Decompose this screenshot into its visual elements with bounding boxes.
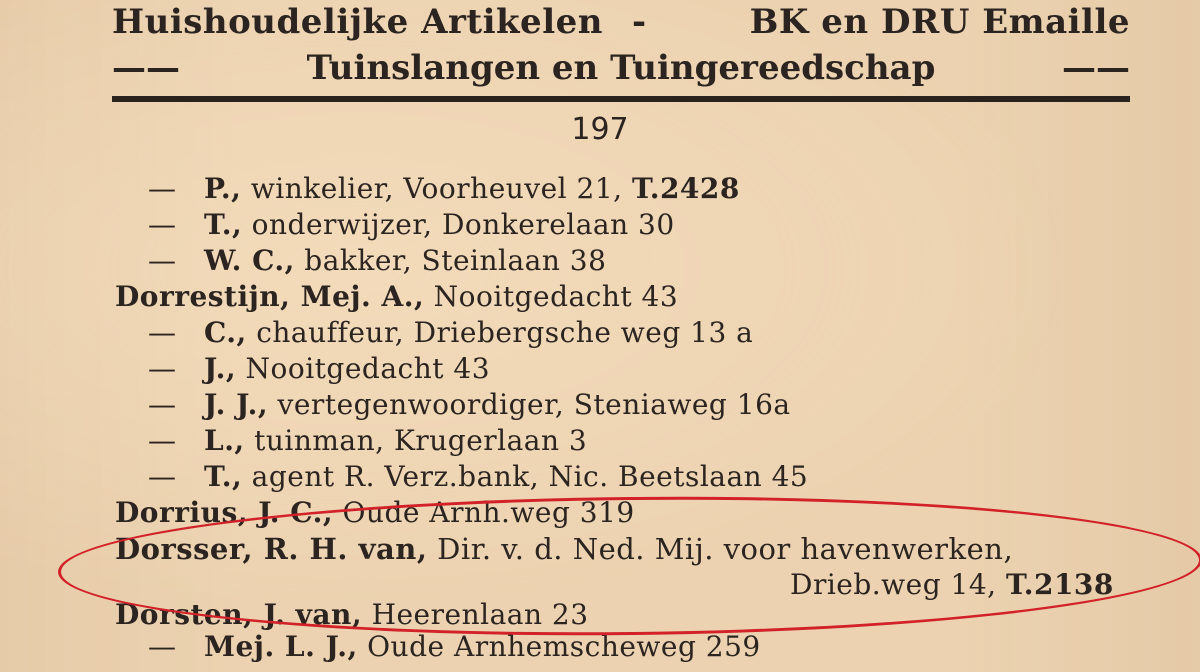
directory-entry xyxy=(148,244,606,277)
entry-dash: — xyxy=(148,424,177,457)
header-line-2 xyxy=(112,48,1130,92)
header-line-1 xyxy=(112,2,1130,46)
directory-entry xyxy=(148,352,490,385)
entry-name: Dorrestijn, Mej. A., xyxy=(115,280,425,313)
header-rule xyxy=(112,96,1130,102)
directory-entry xyxy=(148,424,587,457)
entry-details: bakker, Steinlaan 38 xyxy=(294,244,607,277)
directory-entry xyxy=(148,208,675,241)
header-title-left: Huishoudelijke Artikelen xyxy=(112,2,603,42)
entry-dash: — xyxy=(148,244,177,277)
entry-details: chauffeur, Driebergsche weg 13 a xyxy=(246,316,754,349)
entry-name: Mej. L. J., xyxy=(204,630,358,663)
entry-details: tuinman, Krugerlaan 3 xyxy=(244,424,588,457)
entry-name: Dorrius, J. C., xyxy=(115,496,334,529)
header-title-right: BK en DRU Emaille xyxy=(749,2,1130,42)
entry-name: W. C., xyxy=(204,244,295,277)
entry-details: onderwijzer, Donkerelaan 30 xyxy=(242,208,675,241)
directory-entry xyxy=(115,496,635,529)
entry-details: Drieb.weg 14, xyxy=(790,568,1006,601)
bleed-through-text xyxy=(1080,160,1200,540)
entry-details: Oude Arnh.weg 319 xyxy=(333,496,635,529)
entry-details: Oude Arnhemscheweg 259 xyxy=(357,630,761,663)
entry-dash: — xyxy=(148,460,177,493)
entry-dash: — xyxy=(148,172,177,205)
entry-name: C., xyxy=(204,316,247,349)
directory-entry xyxy=(148,630,761,663)
entry-dash: — xyxy=(148,316,177,349)
entry-name: P., xyxy=(204,172,242,205)
entry-name: J. J., xyxy=(204,388,269,421)
entry-details: agent R. Verz.bank, Nic. Beetslaan 45 xyxy=(242,460,809,493)
entry-name: T., xyxy=(204,460,243,493)
directory-entry xyxy=(148,388,791,421)
header-dash-right: —— xyxy=(1062,48,1130,88)
entry-details: Nooitgedacht 43 xyxy=(236,352,491,385)
header-dash-left: —— xyxy=(112,48,180,88)
entry-name: Dorsten, J. van, xyxy=(115,598,363,631)
header-subtitle: Tuinslangen en Tuingereedschap xyxy=(306,48,936,88)
entry-details: vertegenwoordiger, Steniaweg 16a xyxy=(268,388,791,421)
entry-phone: T.2428 xyxy=(631,172,740,205)
header-separator: - xyxy=(632,2,647,42)
directory-entry-continuation xyxy=(790,568,1114,601)
entry-dash: — xyxy=(148,388,177,421)
entry-details: Nooitgedacht 43 xyxy=(424,280,679,313)
entry-name: Dorsser, R. H. van, xyxy=(115,532,428,566)
directory-entry xyxy=(115,598,589,631)
entry-dash: — xyxy=(148,630,177,663)
entry-name: L., xyxy=(204,424,245,457)
entry-phone: T.2138 xyxy=(1005,568,1114,601)
entry-dash: — xyxy=(148,352,177,385)
page-number: 197 xyxy=(571,112,629,147)
entry-name: T., xyxy=(204,208,243,241)
directory-entry xyxy=(115,280,678,313)
directory-entry xyxy=(148,316,753,349)
directory-entry xyxy=(148,460,808,493)
directory-entry xyxy=(148,172,740,205)
directory-entry-highlighted xyxy=(115,532,1013,566)
entry-dash: — xyxy=(148,208,177,241)
entry-details: Dir. v. d. Ned. Mij. voor havenwerken, xyxy=(427,532,1014,566)
entry-details: winkelier, Voorheuvel 21, xyxy=(241,172,632,205)
entry-details: Heerenlaan 23 xyxy=(362,598,589,631)
entry-name: J., xyxy=(204,352,237,385)
